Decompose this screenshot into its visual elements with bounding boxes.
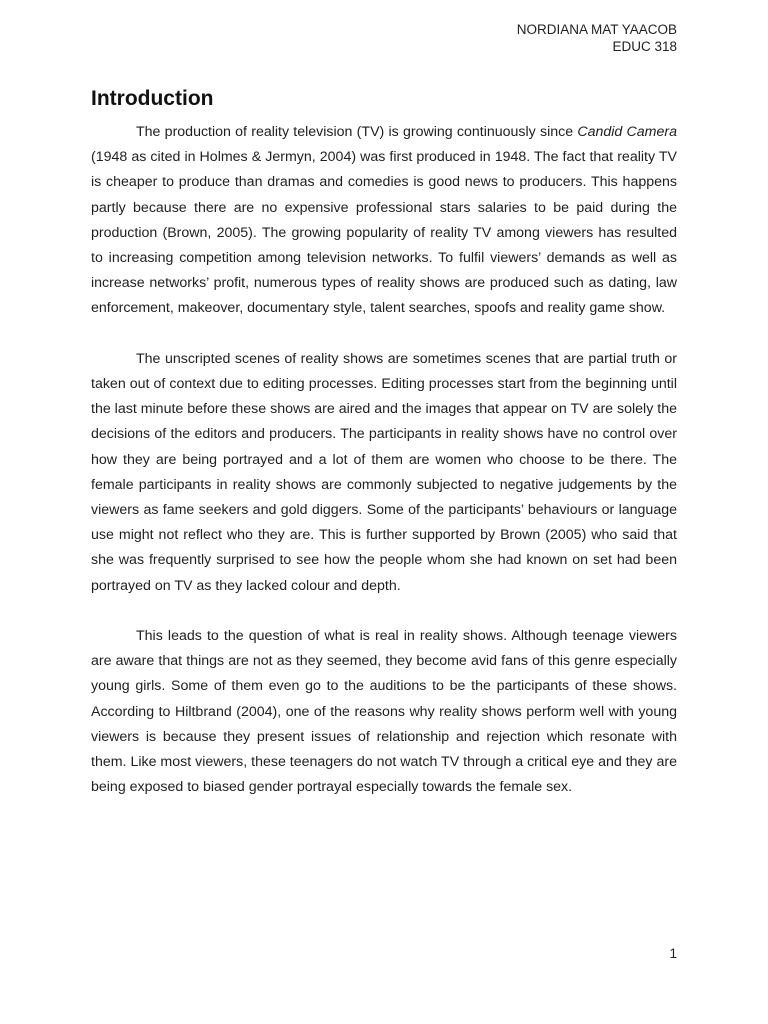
paragraph-1-italic-title: Candid Camera: [577, 124, 677, 140]
header-course: EDUC 318: [612, 39, 677, 54]
paragraph-1: [91, 120, 677, 322]
body-text: [91, 120, 677, 800]
paragraph-3: This leads to the question of what is real in reality shows. Although teenage viewers are aware that things are not as they seemed, they become avid fans of this genre especially young girls. Some of them even go to the auditions to be the participants of these shows. According to Hiltbrand (2004), one of the reasons why reality shows perform well with young viewers is because they present issues of relationship and rejection which resonate with them. Like most viewers, these teenagers do not watch TV through a critical eye and they are being exposed to biased gender portrayal especially towards the female sex.: [91, 628, 677, 796]
header-author: NORDIANA MAT YAACOB: [516, 22, 677, 37]
paragraph-1-text-start: The production of reality television (TV) is growing continuously since: [136, 124, 578, 140]
page-number: 1: [669, 946, 677, 961]
paragraph-1-text-end: (1948 as cited in Holmes & Jermyn, 2004) was first produced in 1948. The fact that reality TV is cheaper to produce than dramas and comedies is good news to producers. This happens partly because there are no expensive professional stars salaries to be paid during the production (Brown, 2005). The growing popularity of reality TV among viewers has resulted to increasing competition among television networks. To fulfil viewers’ demands as well as increase networks’ profit, numerous types of reality shows are produced such as dating, law enforcement, makeover, documentary style, talent searches, spoofs and reality game show.: [91, 149, 677, 317]
page-header: [517, 21, 677, 55]
paragraph-2: The unscripted scenes of reality shows are sometimes scenes that are partial truth or taken out of context due to editing processes. Editing processes start from the beginning until the last minute before these shows are aired and the images that appear on TV are solely the decisions of the editors and producers. The participants in reality shows have no control over how they are being portrayed and a lot of them are women who choose to be there. The female participants in reality shows are commonly subjected to negative judgements by the viewers as fame seekers and gold diggers. Some of the participants’ behaviours or language use might not reflect who they are. This is further supported by Brown (2005) who said that she was frequently surprised to see how the people whom she had known on set had been portrayed on TV as they lacked colour and depth.: [91, 350, 677, 594]
section-heading: Introduction: [91, 87, 214, 110]
